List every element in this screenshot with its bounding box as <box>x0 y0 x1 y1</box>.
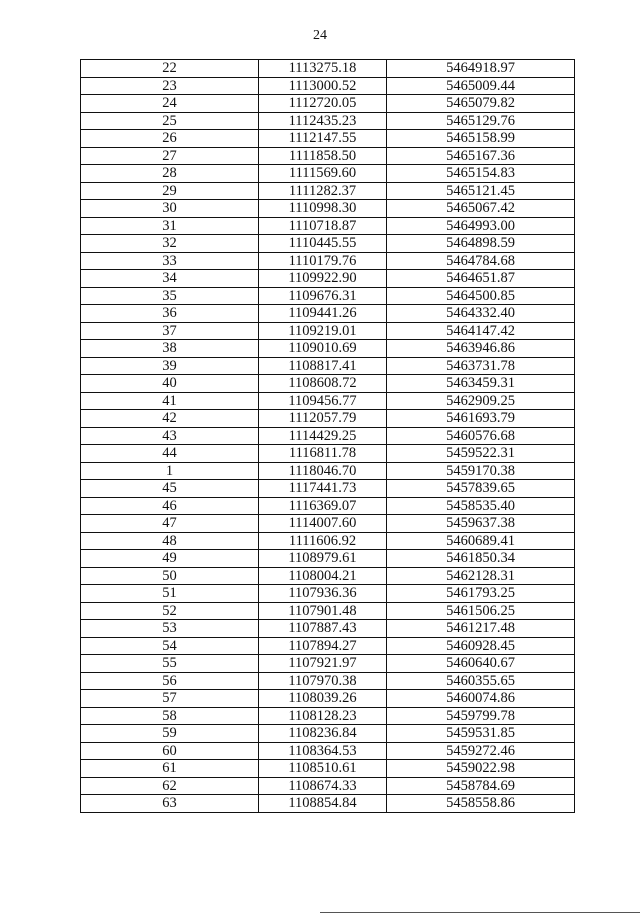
point-number-cell: 38 <box>81 340 259 358</box>
y-coordinate-cell: 5459022.98 <box>387 760 575 778</box>
table-row <box>81 620 575 638</box>
table-row <box>81 217 575 235</box>
x-coordinate-cell: 1107901.48 <box>259 602 387 620</box>
x-coordinate-cell: 1108236.84 <box>259 725 387 743</box>
y-coordinate-cell: 5465158.99 <box>387 130 575 148</box>
point-number-cell: 28 <box>81 165 259 183</box>
y-coordinate-cell: 5459522.31 <box>387 445 575 463</box>
y-coordinate-cell: 5460640.67 <box>387 655 575 673</box>
y-coordinate-cell: 5461217.48 <box>387 620 575 638</box>
point-number-cell: 31 <box>81 217 259 235</box>
page-bottom-divider <box>320 912 640 913</box>
table-row <box>81 200 575 218</box>
table-row <box>81 567 575 585</box>
point-number-cell: 29 <box>81 182 259 200</box>
table-row <box>81 270 575 288</box>
point-number-cell: 51 <box>81 585 259 603</box>
y-coordinate-cell: 5460576.68 <box>387 427 575 445</box>
coordinates-table <box>80 59 575 813</box>
x-coordinate-cell: 1109441.26 <box>259 305 387 323</box>
table-row <box>81 410 575 428</box>
y-coordinate-cell: 5462128.31 <box>387 567 575 585</box>
x-coordinate-cell: 1118046.70 <box>259 462 387 480</box>
y-coordinate-cell: 5465167.36 <box>387 147 575 165</box>
table-row <box>81 340 575 358</box>
point-number-cell: 22 <box>81 60 259 78</box>
point-number-cell: 45 <box>81 480 259 498</box>
point-number-cell: 26 <box>81 130 259 148</box>
y-coordinate-cell: 5464500.85 <box>387 287 575 305</box>
x-coordinate-cell: 1108674.33 <box>259 777 387 795</box>
table-row <box>81 252 575 270</box>
table-row <box>81 357 575 375</box>
table-row <box>81 515 575 533</box>
y-coordinate-cell: 5460928.45 <box>387 637 575 655</box>
x-coordinate-cell: 1113000.52 <box>259 77 387 95</box>
y-coordinate-cell: 5465067.42 <box>387 200 575 218</box>
point-number-cell: 41 <box>81 392 259 410</box>
table-row <box>81 95 575 113</box>
x-coordinate-cell: 1112057.79 <box>259 410 387 428</box>
x-coordinate-cell: 1109922.90 <box>259 270 387 288</box>
y-coordinate-cell: 5465121.45 <box>387 182 575 200</box>
x-coordinate-cell: 1109676.31 <box>259 287 387 305</box>
point-number-cell: 47 <box>81 515 259 533</box>
x-coordinate-cell: 1107970.38 <box>259 672 387 690</box>
table-row <box>81 760 575 778</box>
y-coordinate-cell: 5461850.34 <box>387 550 575 568</box>
x-coordinate-cell: 1112720.05 <box>259 95 387 113</box>
table-row <box>81 462 575 480</box>
table-row <box>81 497 575 515</box>
y-coordinate-cell: 5460074.86 <box>387 690 575 708</box>
point-number-cell: 57 <box>81 690 259 708</box>
x-coordinate-cell: 1113275.18 <box>259 60 387 78</box>
y-coordinate-cell: 5464993.00 <box>387 217 575 235</box>
x-coordinate-cell: 1112435.23 <box>259 112 387 130</box>
x-coordinate-cell: 1110445.55 <box>259 235 387 253</box>
x-coordinate-cell: 1108128.23 <box>259 707 387 725</box>
point-number-cell: 27 <box>81 147 259 165</box>
point-number-cell: 56 <box>81 672 259 690</box>
y-coordinate-cell: 5463731.78 <box>387 357 575 375</box>
x-coordinate-cell: 1114007.60 <box>259 515 387 533</box>
table-row <box>81 532 575 550</box>
point-number-cell: 63 <box>81 795 259 813</box>
point-number-cell: 48 <box>81 532 259 550</box>
y-coordinate-cell: 5458535.40 <box>387 497 575 515</box>
x-coordinate-cell: 1117441.73 <box>259 480 387 498</box>
table-row <box>81 742 575 760</box>
x-coordinate-cell: 1108608.72 <box>259 375 387 393</box>
point-number-cell: 59 <box>81 725 259 743</box>
table-row <box>81 322 575 340</box>
y-coordinate-cell: 5461693.79 <box>387 410 575 428</box>
table-row <box>81 585 575 603</box>
point-number-cell: 42 <box>81 410 259 428</box>
table-row <box>81 182 575 200</box>
point-number-cell: 34 <box>81 270 259 288</box>
table-row <box>81 725 575 743</box>
point-number-cell: 25 <box>81 112 259 130</box>
x-coordinate-cell: 1107936.36 <box>259 585 387 603</box>
point-number-cell: 52 <box>81 602 259 620</box>
y-coordinate-cell: 5460689.41 <box>387 532 575 550</box>
y-coordinate-cell: 5465009.44 <box>387 77 575 95</box>
point-number-cell: 40 <box>81 375 259 393</box>
y-coordinate-cell: 5460355.65 <box>387 672 575 690</box>
table-row <box>81 305 575 323</box>
x-coordinate-cell: 1112147.55 <box>259 130 387 148</box>
x-coordinate-cell: 1111569.60 <box>259 165 387 183</box>
x-coordinate-cell: 1116369.07 <box>259 497 387 515</box>
y-coordinate-cell: 5459531.85 <box>387 725 575 743</box>
y-coordinate-cell: 5457839.65 <box>387 480 575 498</box>
table-row <box>81 655 575 673</box>
table-row <box>81 77 575 95</box>
table-row <box>81 147 575 165</box>
point-number-cell: 58 <box>81 707 259 725</box>
y-coordinate-cell: 5458784.69 <box>387 777 575 795</box>
table-row <box>81 637 575 655</box>
table-row <box>81 235 575 253</box>
point-number-cell: 39 <box>81 357 259 375</box>
y-coordinate-cell: 5464918.97 <box>387 60 575 78</box>
x-coordinate-cell: 1111858.50 <box>259 147 387 165</box>
x-coordinate-cell: 1110179.76 <box>259 252 387 270</box>
table-row <box>81 777 575 795</box>
point-number-cell: 46 <box>81 497 259 515</box>
x-coordinate-cell: 1108004.21 <box>259 567 387 585</box>
y-coordinate-cell: 5459272.46 <box>387 742 575 760</box>
point-number-cell: 37 <box>81 322 259 340</box>
y-coordinate-cell: 5464332.40 <box>387 305 575 323</box>
table-row <box>81 130 575 148</box>
x-coordinate-cell: 1110998.30 <box>259 200 387 218</box>
point-number-cell: 55 <box>81 655 259 673</box>
x-coordinate-cell: 1109010.69 <box>259 340 387 358</box>
point-number-cell: 61 <box>81 760 259 778</box>
y-coordinate-cell: 5461793.25 <box>387 585 575 603</box>
y-coordinate-cell: 5464651.87 <box>387 270 575 288</box>
table-row <box>81 375 575 393</box>
table-row <box>81 690 575 708</box>
y-coordinate-cell: 5464898.59 <box>387 235 575 253</box>
y-coordinate-cell: 5464147.42 <box>387 322 575 340</box>
point-number-cell: 53 <box>81 620 259 638</box>
table-row <box>81 672 575 690</box>
x-coordinate-cell: 1114429.25 <box>259 427 387 445</box>
x-coordinate-cell: 1108817.41 <box>259 357 387 375</box>
point-number-cell: 60 <box>81 742 259 760</box>
point-number-cell: 30 <box>81 200 259 218</box>
x-coordinate-cell: 1107887.43 <box>259 620 387 638</box>
table-row <box>81 112 575 130</box>
table-row <box>81 165 575 183</box>
x-coordinate-cell: 1110718.87 <box>259 217 387 235</box>
table-row <box>81 707 575 725</box>
y-coordinate-cell: 5463946.86 <box>387 340 575 358</box>
point-number-cell: 62 <box>81 777 259 795</box>
point-number-cell: 50 <box>81 567 259 585</box>
y-coordinate-cell: 5461506.25 <box>387 602 575 620</box>
table-row <box>81 480 575 498</box>
y-coordinate-cell: 5459637.38 <box>387 515 575 533</box>
point-number-cell: 36 <box>81 305 259 323</box>
y-coordinate-cell: 5465129.76 <box>387 112 575 130</box>
x-coordinate-cell: 1116811.78 <box>259 445 387 463</box>
x-coordinate-cell: 1107921.97 <box>259 655 387 673</box>
x-coordinate-cell: 1111282.37 <box>259 182 387 200</box>
table-row <box>81 550 575 568</box>
point-number-cell: 54 <box>81 637 259 655</box>
x-coordinate-cell: 1108364.53 <box>259 742 387 760</box>
x-coordinate-cell: 1108039.26 <box>259 690 387 708</box>
y-coordinate-cell: 5458558.86 <box>387 795 575 813</box>
page-number: 24 <box>313 28 327 43</box>
x-coordinate-cell: 1107894.27 <box>259 637 387 655</box>
coordinates-table-body <box>81 60 575 813</box>
point-number-cell: 24 <box>81 95 259 113</box>
point-number-cell: 23 <box>81 77 259 95</box>
point-number-cell: 44 <box>81 445 259 463</box>
y-coordinate-cell: 5459170.38 <box>387 462 575 480</box>
table-row <box>81 392 575 410</box>
point-number-cell: 32 <box>81 235 259 253</box>
table-row <box>81 287 575 305</box>
y-coordinate-cell: 5462909.25 <box>387 392 575 410</box>
point-number-cell: 43 <box>81 427 259 445</box>
table-row <box>81 445 575 463</box>
x-coordinate-cell: 1108510.61 <box>259 760 387 778</box>
y-coordinate-cell: 5465154.83 <box>387 165 575 183</box>
x-coordinate-cell: 1111606.92 <box>259 532 387 550</box>
y-coordinate-cell: 5464784.68 <box>387 252 575 270</box>
x-coordinate-cell: 1108854.84 <box>259 795 387 813</box>
point-number-cell: 33 <box>81 252 259 270</box>
point-number-cell: 1 <box>81 462 259 480</box>
table-row <box>81 795 575 813</box>
x-coordinate-cell: 1108979.61 <box>259 550 387 568</box>
y-coordinate-cell: 5463459.31 <box>387 375 575 393</box>
table-row <box>81 602 575 620</box>
table-row <box>81 427 575 445</box>
x-coordinate-cell: 1109219.01 <box>259 322 387 340</box>
point-number-cell: 49 <box>81 550 259 568</box>
y-coordinate-cell: 5465079.82 <box>387 95 575 113</box>
point-number-cell: 35 <box>81 287 259 305</box>
y-coordinate-cell: 5459799.78 <box>387 707 575 725</box>
x-coordinate-cell: 1109456.77 <box>259 392 387 410</box>
table-row <box>81 60 575 78</box>
